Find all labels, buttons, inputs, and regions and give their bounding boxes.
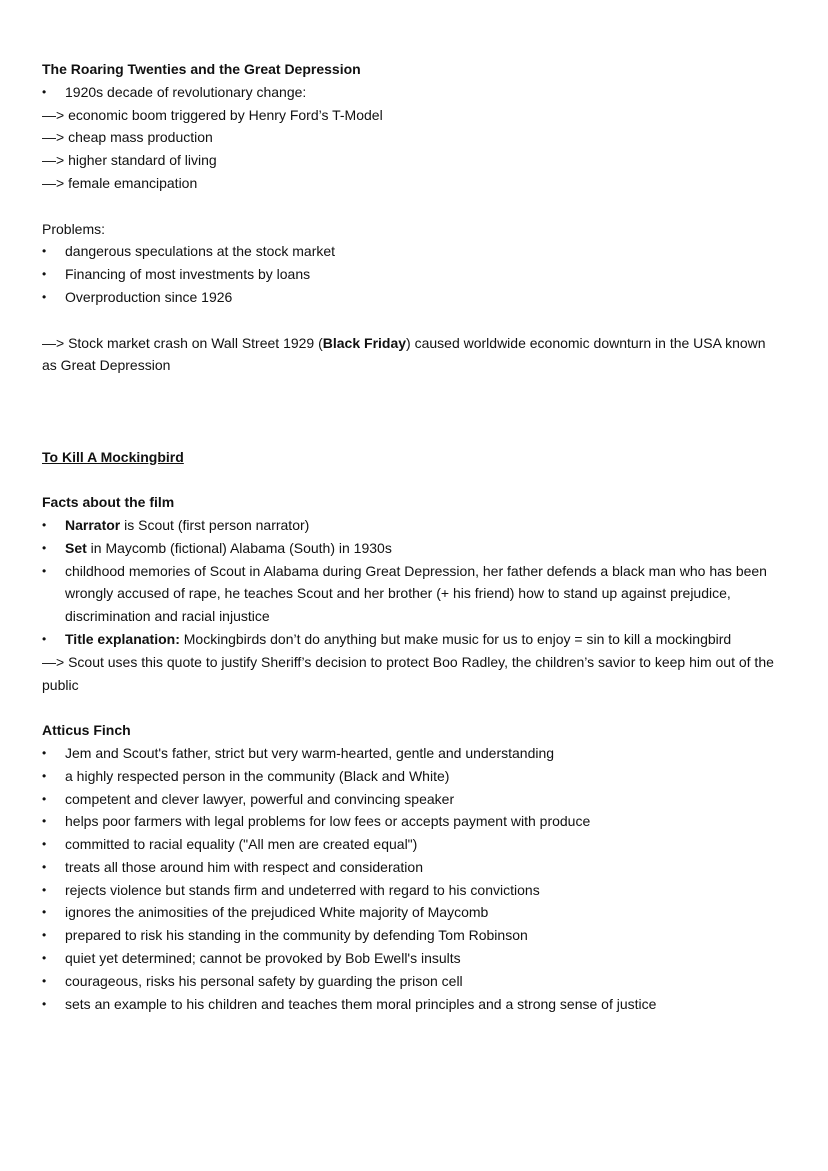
facts-heading: Facts about the film bbox=[42, 494, 175, 511]
list-item bbox=[42, 901, 782, 924]
list-item bbox=[42, 810, 782, 833]
crash-text-end: ) caused worldwide economic downturn in the USA known as Great Depression bbox=[42, 334, 766, 374]
list-item-text: courageous, risks his personal safety by guarding the prison cell bbox=[65, 972, 463, 989]
list-item-text: quiet yet determined; cannot be provoked by Bob Ewell's insults bbox=[65, 950, 461, 967]
list-item bbox=[42, 263, 782, 286]
list-item bbox=[42, 833, 782, 856]
bullet-icon: • bbox=[42, 84, 47, 99]
list-item-text: Jem and Scout's father, strict but very warm-hearted, gentle and understanding bbox=[65, 744, 555, 761]
bullet-icon: • bbox=[42, 859, 47, 874]
title-explanation-label: Title explanation: bbox=[65, 630, 180, 647]
bullet-icon: • bbox=[42, 745, 47, 760]
list-item bbox=[42, 286, 782, 309]
atticus-heading: Atticus Finch bbox=[42, 722, 131, 739]
list-item bbox=[42, 947, 782, 970]
list-item bbox=[42, 537, 782, 560]
document-page bbox=[42, 58, 782, 1015]
bullet-icon: • bbox=[42, 882, 47, 897]
stock-market-crash-paragraph bbox=[42, 332, 782, 378]
section-title-mockingbird: To Kill A Mockingbird bbox=[42, 448, 184, 465]
list-item-text: dangerous speculations at the stock market bbox=[65, 243, 336, 260]
bullet-icon: • bbox=[42, 267, 47, 282]
title-explanation-text: Mockingbirds don’t do anything but make music for us to enjoy = sin to kill a mockingbird bbox=[179, 630, 732, 647]
list-item-text: sets an example to his children and teaches them moral principles and a strong sense of justice bbox=[65, 995, 657, 1012]
list-item bbox=[42, 788, 782, 811]
set-label: Set bbox=[65, 539, 87, 556]
list-item-text: Financing of most investments by loans bbox=[65, 266, 311, 283]
list-item bbox=[42, 993, 782, 1016]
list-item bbox=[42, 970, 782, 993]
list-item bbox=[42, 81, 782, 104]
narrator-label: Narrator bbox=[65, 516, 121, 533]
list-item-text: competent and clever lawyer, powerful and convincing speaker bbox=[65, 790, 455, 807]
bullet-icon: • bbox=[42, 905, 47, 920]
crash-text-start: —> Stock market crash on Wall Street 1929 ( bbox=[42, 334, 323, 351]
list-item-text: Overproduction since 1926 bbox=[65, 288, 233, 305]
list-item-text: rejects violence but stands firm and undeterred with regard to his convictions bbox=[65, 881, 540, 898]
problems-label: Problems: bbox=[42, 220, 106, 237]
bullet-icon: • bbox=[42, 973, 47, 988]
arrow-line: —> economic boom triggered by Henry Ford’s T-Model bbox=[42, 106, 383, 123]
bullet-icon: • bbox=[42, 996, 47, 1011]
list-item bbox=[42, 560, 782, 628]
list-item bbox=[42, 628, 782, 651]
list-item bbox=[42, 924, 782, 947]
list-item bbox=[42, 742, 782, 765]
bullet-icon: • bbox=[42, 540, 47, 555]
list-item bbox=[42, 240, 782, 263]
list-item-text: helps poor farmers with legal problems for low fees or accepts payment with produce bbox=[65, 813, 591, 830]
black-friday-term: Black Friday bbox=[322, 334, 407, 351]
arrow-line: —> higher standard of living bbox=[42, 152, 217, 169]
list-item bbox=[42, 879, 782, 902]
bullet-icon: • bbox=[42, 517, 47, 532]
bullet-icon: • bbox=[42, 289, 47, 304]
list-item-text: 1920s decade of revolutionary change: bbox=[65, 83, 307, 100]
list-item bbox=[42, 514, 782, 537]
list-item-text: a highly respected person in the community (Black and White) bbox=[65, 767, 450, 784]
list-item-text: committed to racial equality ("All men are created equal") bbox=[65, 836, 418, 853]
bullet-icon: • bbox=[42, 791, 47, 806]
bullet-icon: • bbox=[42, 768, 47, 783]
arrow-line: —> cheap mass production bbox=[42, 129, 213, 146]
list-item-text: ignores the animosities of the prejudiced White majority of Maycomb bbox=[65, 904, 489, 921]
bullet-icon: • bbox=[42, 563, 47, 578]
set-text: in Maycomb (fictional) Alabama (South) in 1930s bbox=[86, 539, 392, 556]
childhood-text: childhood memories of Scout in Alabama during Great Depression, her father defends a black man who has been wrongly accused of rape, he teaches Scout and her brother (+ his friend) how to stand up against prejudice, discrimination and racial injustice bbox=[65, 562, 767, 625]
section-title-roaring-twenties: The Roaring Twenties and the Great Depression bbox=[42, 61, 361, 77]
bullet-icon: • bbox=[42, 814, 47, 829]
list-item-text: treats all those around him with respect and consideration bbox=[65, 858, 423, 875]
arrow-line: —> female emancipation bbox=[42, 174, 198, 191]
list-item bbox=[42, 856, 782, 879]
narrator-text: is Scout (first person narrator) bbox=[120, 516, 310, 533]
list-item-text: prepared to risk his standing in the community by defending Tom Robinson bbox=[65, 927, 528, 944]
bullet-icon: • bbox=[42, 951, 47, 966]
quote-justification-line: —> Scout uses this quote to justify Sheriff’s decision to protect Boo Radley, the children’s savior to keep him out of the public bbox=[42, 653, 774, 693]
bullet-icon: • bbox=[42, 244, 47, 259]
list-item bbox=[42, 765, 782, 788]
bullet-icon: • bbox=[42, 928, 47, 943]
bullet-icon: • bbox=[42, 631, 47, 646]
bullet-icon: • bbox=[42, 837, 47, 852]
